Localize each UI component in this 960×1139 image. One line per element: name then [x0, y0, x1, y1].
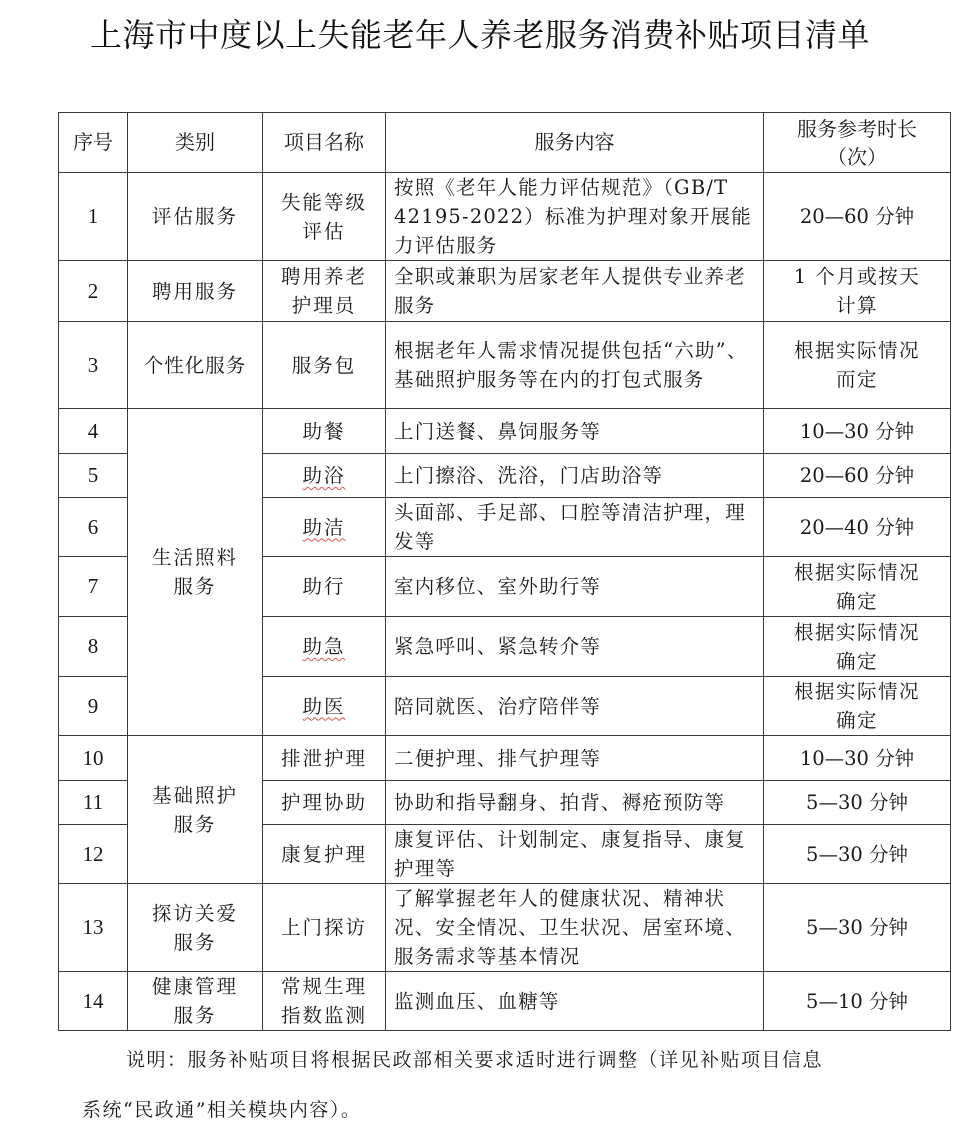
row-item: 常规生理 指数监测 [263, 972, 386, 1031]
row-content: 头面部、手足部、口腔等清洁护理，理发等 [386, 498, 764, 557]
row-duration: 5—30 分钟 [764, 884, 951, 972]
row-no: 9 [59, 677, 128, 736]
row-duration: 根据实际情况 而定 [764, 322, 951, 409]
row-no: 7 [59, 557, 128, 617]
table-header-row [59, 113, 951, 173]
row-category: 聘用服务 [128, 261, 263, 322]
header-duration: 服务参考时长 （次） [764, 113, 951, 173]
row-content: 根据老年人需求情况提供包括“六助”、基础照护服务等在内的打包式服务 [386, 322, 764, 409]
row-duration: 20—60 分钟 [764, 173, 951, 261]
row-duration: 20—40 分钟 [764, 498, 951, 557]
row-duration: 5—30 分钟 [764, 781, 951, 825]
row-content: 紧急呼叫、紧急转介等 [386, 617, 764, 677]
row-duration: 根据实际情况 确定 [764, 617, 951, 677]
row-duration: 10—30 分钟 [764, 409, 951, 454]
footnote-line-2: 系统“民政通”相关模块内容）。 [82, 1099, 362, 1121]
row-item: 聘用养老 护理员 [263, 261, 386, 322]
row-content: 室内移位、室外助行等 [386, 557, 764, 617]
table-row [59, 409, 951, 454]
table-row [59, 736, 951, 781]
row-content: 全职或兼职为居家老年人提供专业养老服务 [386, 261, 764, 322]
header-content: 服务内容 [386, 113, 764, 173]
row-duration: 5—30 分钟 [764, 825, 951, 884]
row-item: 排泄护理 [263, 736, 386, 781]
row-no: 11 [59, 781, 128, 825]
row-item: 助洁 [263, 498, 386, 557]
row-category: 探访关爱 服务 [128, 884, 263, 972]
row-content: 上门擦浴、洗浴，门店助浴等 [386, 454, 764, 498]
row-no: 13 [59, 884, 128, 972]
row-duration: 10—30 分钟 [764, 736, 951, 781]
row-item: 助医 [263, 677, 386, 736]
subsidy-items-table [58, 112, 951, 1031]
row-item: 助餐 [263, 409, 386, 454]
row-item: 护理协助 [263, 781, 386, 825]
row-no: 4 [59, 409, 128, 454]
header-category: 类别 [128, 113, 263, 173]
table-row [59, 322, 951, 409]
footnote-line-1: 说明：服务补贴项目将根据民政部相关要求适时进行调整（详见补贴项目信息 [126, 1049, 824, 1071]
row-category: 健康管理 服务 [128, 972, 263, 1031]
table-row [59, 173, 951, 261]
row-content: 按照《老年人能力评估规范》（GB/T 42195-2022）标准为护理对象开展能力评估服务 [386, 173, 764, 261]
row-no: 1 [59, 173, 128, 261]
row-no: 6 [59, 498, 128, 557]
row-item: 上门探访 [263, 884, 386, 972]
header-no: 序号 [59, 113, 128, 173]
row-content: 协助和指导翻身、拍背、褥疮预防等 [386, 781, 764, 825]
page-title: 上海市中度以上失能老年人养老服务消费补贴项目清单 [89, 16, 870, 54]
row-content: 上门送餐、鼻饲服务等 [386, 409, 764, 454]
row-no: 3 [59, 322, 128, 409]
row-item: 失能等级 评估 [263, 173, 386, 261]
row-duration: 根据实际情况 确定 [764, 677, 951, 736]
row-category: 个性化服务 [128, 322, 263, 409]
row-content: 康复评估、计划制定、康复指导、康复护理等 [386, 825, 764, 884]
row-no: 14 [59, 972, 128, 1031]
row-item: 康复护理 [263, 825, 386, 884]
header-item: 项目名称 [263, 113, 386, 173]
row-content: 监测血压、血糖等 [386, 972, 764, 1031]
row-duration: 根据实际情况 确定 [764, 557, 951, 617]
row-item: 助行 [263, 557, 386, 617]
row-item: 助浴 [263, 454, 386, 498]
row-duration: 5—10 分钟 [764, 972, 951, 1031]
row-content: 二便护理、排气护理等 [386, 736, 764, 781]
table-row [59, 884, 951, 972]
row-item: 助急 [263, 617, 386, 677]
table-row [59, 261, 951, 322]
row-content: 了解掌握老年人的健康状况、精神状况、安全情况、卫生状况、居室环境、服务需求等基本情况 [386, 884, 764, 972]
row-no: 2 [59, 261, 128, 322]
row-duration: 1 个月或按天 计算 [764, 261, 951, 322]
row-item: 服务包 [263, 322, 386, 409]
row-category: 生活照料 服务 [128, 409, 263, 736]
row-no: 5 [59, 454, 128, 498]
row-no: 12 [59, 825, 128, 884]
row-content: 陪同就医、治疗陪伴等 [386, 677, 764, 736]
row-no: 8 [59, 617, 128, 677]
row-category: 基础照护 服务 [128, 736, 263, 884]
row-duration: 20—60 分钟 [764, 454, 951, 498]
table-row [59, 972, 951, 1031]
row-category: 评估服务 [128, 173, 263, 261]
row-no: 10 [59, 736, 128, 781]
